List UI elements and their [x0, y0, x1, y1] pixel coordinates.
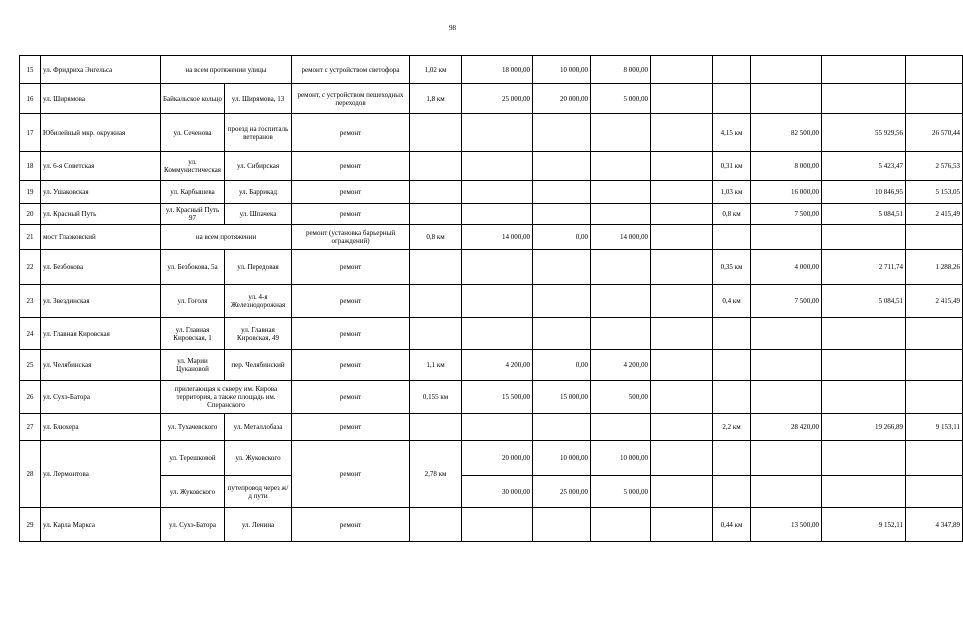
work-type: ремонт: [292, 250, 410, 285]
length-2020: [713, 84, 751, 114]
empty-cell: [651, 476, 713, 508]
row-number: 17: [20, 114, 41, 152]
empty-cell: [822, 441, 906, 476]
local-2019: 10 000,00: [591, 441, 651, 476]
table-row: [20, 381, 963, 414]
local-2019: 500,00: [591, 381, 651, 414]
regional-2020: [822, 318, 906, 350]
empty-cell: [651, 381, 713, 414]
table-row: [20, 56, 963, 84]
regional-2020: [822, 381, 906, 414]
table-row: [20, 114, 963, 152]
table-row: [20, 84, 963, 114]
empty-cell: [651, 508, 713, 542]
street-name: Юбилейный мкр. окружная: [41, 114, 161, 152]
regional-2019: [533, 414, 591, 441]
total-2020: [751, 56, 822, 84]
street-name: ул. Красный Путь: [41, 204, 161, 225]
section-to: ул. 4-я Железнодорожная: [225, 285, 292, 318]
local-2019: [591, 318, 651, 350]
total-2019: [462, 204, 533, 225]
empty-cell: [651, 350, 713, 381]
regional-2020: 5 423,47: [822, 152, 906, 181]
length-2020: [713, 56, 751, 84]
section-from: ул. Сухэ-Батора: [161, 508, 225, 542]
empty-cell: [651, 114, 713, 152]
local-2019: 5 000,00: [591, 476, 651, 508]
work-type: ремонт: [292, 114, 410, 152]
empty-cell: [651, 152, 713, 181]
local-2020: [906, 56, 963, 84]
street-name: ул. Челябинская: [41, 350, 161, 381]
empty-cell: [410, 508, 462, 542]
work-type: ремонт: [292, 318, 410, 350]
section-to: пер. Челябинский: [225, 350, 292, 381]
section-from: ул. Красный Путь 97: [161, 204, 225, 225]
regional-2019: [533, 114, 591, 152]
total-2020: 82 500,00: [751, 114, 822, 152]
work-type: ремонт: [292, 204, 410, 225]
regional-2020: 19 266,89: [822, 414, 906, 441]
table-row: [20, 441, 963, 476]
length-2020: [713, 318, 751, 350]
length-2020: 1,03 км: [713, 181, 751, 204]
total-2020: [751, 318, 822, 350]
street-name: ул. Ушаковская: [41, 181, 161, 204]
street-name: ул. Карла Маркса: [41, 508, 161, 542]
empty-cell: [651, 285, 713, 318]
page-number: 98: [449, 24, 456, 32]
length-2020: [713, 350, 751, 381]
total-2019: [462, 114, 533, 152]
length-2020: 0,35 км: [713, 250, 751, 285]
section-to: ул. Металлобаза: [225, 414, 292, 441]
table-row: [20, 350, 963, 381]
empty-cell: [533, 508, 591, 542]
street-name: ул. Сухэ-Батора: [41, 381, 161, 414]
regional-2019: 15 000,00: [533, 381, 591, 414]
table-row: [20, 414, 963, 441]
empty-cell: [751, 476, 822, 508]
section-to: ул. Жуковского: [225, 441, 292, 476]
section-to: ул. Передовая: [225, 250, 292, 285]
street-name: ул. Фридриха Энгельса: [41, 56, 161, 84]
length-2019: [410, 114, 462, 152]
length-2019: [410, 250, 462, 285]
row-number: 15: [20, 56, 41, 84]
regional-2019: [533, 152, 591, 181]
local-2019: 8 000,00: [591, 56, 651, 84]
section-from: ул. Марии Цукановой: [161, 350, 225, 381]
total-2020: [751, 350, 822, 381]
local-2019: [591, 250, 651, 285]
local-2020: 2 415,49: [906, 285, 963, 318]
regional-2019: [533, 181, 591, 204]
regional-2020: 2 711,74: [822, 250, 906, 285]
length-2019: 1,8 км: [410, 84, 462, 114]
local-2019: [591, 181, 651, 204]
row-number: 24: [20, 318, 41, 350]
empty-cell: [651, 225, 713, 250]
section-from: ул. Жуковского: [161, 476, 225, 508]
total-2019: [462, 414, 533, 441]
regional-2020: [822, 350, 906, 381]
street-name: мост Глазковский: [41, 225, 161, 250]
section-from: ул. Карбышева: [161, 181, 225, 204]
local-2020: 2 576,53: [906, 152, 963, 181]
section-to: путепровод через ж/д пути: [225, 476, 292, 508]
section-to: ул. Баррикад: [225, 181, 292, 204]
work-type: ремонт: [292, 381, 410, 414]
row-number: 22: [20, 250, 41, 285]
empty-cell: [713, 441, 751, 476]
total-2019: 4 200,00: [462, 350, 533, 381]
work-type: ремонт: [292, 350, 410, 381]
regional-2020: 5 084,51: [822, 204, 906, 225]
length-2019: [410, 318, 462, 350]
total-2020: 13 500,00: [751, 508, 822, 542]
total-2019: [462, 181, 533, 204]
length-2020: 2,2 км: [713, 414, 751, 441]
row-number: 18: [20, 152, 41, 181]
empty-cell: [591, 508, 651, 542]
total-2020: [751, 381, 822, 414]
total-2019: 25 000,00: [462, 84, 533, 114]
local-2020: [906, 225, 963, 250]
road-repair-table: [19, 55, 963, 542]
length-2019: 2,78 км: [410, 441, 462, 508]
section-to: ул. Сибирская: [225, 152, 292, 181]
local-2019: 5 000,00: [591, 84, 651, 114]
empty-cell: [462, 508, 533, 542]
row-number: 21: [20, 225, 41, 250]
total-2019: 20 000,00: [462, 441, 533, 476]
total-2020: 28 420,00: [751, 414, 822, 441]
empty-cell: [651, 318, 713, 350]
section-extent: на всем протяжении: [161, 225, 292, 250]
local-2019: [591, 114, 651, 152]
work-type: ремонт: [292, 285, 410, 318]
regional-2019: [533, 250, 591, 285]
regional-2019: [533, 318, 591, 350]
length-2019: 1,1 км: [410, 350, 462, 381]
total-2019: 14 000,00: [462, 225, 533, 250]
total-2019: 18 000,00: [462, 56, 533, 84]
regional-2019: 25 000,00: [533, 476, 591, 508]
table-row: [20, 152, 963, 181]
empty-cell: [906, 441, 963, 476]
work-type: ремонт, с устройством пешеходных переходов: [292, 84, 410, 114]
row-number: 25: [20, 350, 41, 381]
section-to: ул. Шпачека: [225, 204, 292, 225]
length-2020: 0,8 км: [713, 204, 751, 225]
table-row: [20, 318, 963, 350]
length-2019: [410, 285, 462, 318]
empty-cell: [713, 476, 751, 508]
row-number: 27: [20, 414, 41, 441]
section-from: ул. Тухачевского: [161, 414, 225, 441]
total-2020: 7 500,00: [751, 285, 822, 318]
table-row: [20, 476, 963, 508]
section-from: ул. Главная Кировская, 1: [161, 318, 225, 350]
empty-cell: [651, 414, 713, 441]
street-name: ул. Безбокова: [41, 250, 161, 285]
local-2019: [591, 285, 651, 318]
regional-2019: 20 000,00: [533, 84, 591, 114]
row-number: 28: [20, 441, 41, 508]
work-type: ремонт (установка барьерный ограждений): [292, 225, 410, 250]
total-2020: [751, 84, 822, 114]
total-2020: 4 000,00: [751, 250, 822, 285]
empty-cell: [822, 476, 906, 508]
length-2019: [410, 181, 462, 204]
regional-2020: [822, 225, 906, 250]
local-2019: [591, 204, 651, 225]
section-from: ул. Терешковой: [161, 441, 225, 476]
row-number: 19: [20, 181, 41, 204]
total-2020: [751, 225, 822, 250]
length-2020: 0,31 км: [713, 152, 751, 181]
regional-2020: [822, 84, 906, 114]
regional-2020: 9 152,11: [822, 508, 906, 542]
length-2019: [410, 204, 462, 225]
length-2019: 1,02 км: [410, 56, 462, 84]
length-2020: [713, 225, 751, 250]
local-2020: 1 288,26: [906, 250, 963, 285]
table-row: [20, 250, 963, 285]
length-2019: 0,155 км: [410, 381, 462, 414]
empty-cell: [651, 250, 713, 285]
length-2019: 0,8 км: [410, 225, 462, 250]
row-number: 26: [20, 381, 41, 414]
local-2020: [906, 84, 963, 114]
work-type: ремонт: [292, 441, 410, 508]
street-name: ул. Ширямова: [41, 84, 161, 114]
total-2019: 15 500,00: [462, 381, 533, 414]
local-2020: 5 153,05: [906, 181, 963, 204]
work-type: ремонт: [292, 414, 410, 441]
section-from: ул. Гоголя: [161, 285, 225, 318]
regional-2020: 10 846,95: [822, 181, 906, 204]
table-row: [20, 508, 963, 542]
table-row: [20, 225, 963, 250]
total-2019: [462, 285, 533, 318]
empty-cell: [651, 441, 713, 476]
section-from: ул. Безбокова, 5а: [161, 250, 225, 285]
local-2020: 26 570,44: [906, 114, 963, 152]
empty-cell: [651, 181, 713, 204]
length-2020: 0,4 км: [713, 285, 751, 318]
regional-2020: [822, 56, 906, 84]
empty-cell: [651, 84, 713, 114]
length-2019: [410, 152, 462, 181]
table-row: [20, 181, 963, 204]
local-2020: 9 153,11: [906, 414, 963, 441]
row-number: 16: [20, 84, 41, 114]
local-2019: 14 000,00: [591, 225, 651, 250]
table-row: [20, 204, 963, 225]
total-2019: 30 000,00: [462, 476, 533, 508]
street-name: ул. Главная Кировская: [41, 318, 161, 350]
section-to: ул. Главная Кировская, 49: [225, 318, 292, 350]
local-2019: [591, 414, 651, 441]
length-2020: 0,44 км: [713, 508, 751, 542]
length-2020: [713, 381, 751, 414]
local-2019: [591, 152, 651, 181]
empty-cell: [651, 56, 713, 84]
section-from: Байкальское кольцо: [161, 84, 225, 114]
section-to: ул. Ширямова, 13: [225, 84, 292, 114]
local-2020: [906, 318, 963, 350]
local-2020: 2 415,49: [906, 204, 963, 225]
street-name: ул. Блюхера: [41, 414, 161, 441]
length-2020: 4,15 км: [713, 114, 751, 152]
local-2020: [906, 381, 963, 414]
regional-2019: 10 000,00: [533, 441, 591, 476]
section-from: ул. Коммунистическая: [161, 152, 225, 181]
regional-2019: 0,00: [533, 350, 591, 381]
total-2019: [462, 250, 533, 285]
street-name: ул. Звездинская: [41, 285, 161, 318]
section-extent: прилегающая к скверу им. Кирова территория, а также площадь им. Сперанского: [161, 381, 292, 414]
section-to: проезд на госпиталь ветеранов: [225, 114, 292, 152]
local-2019: 4 200,00: [591, 350, 651, 381]
work-type: ремонт: [292, 508, 410, 542]
street-name: ул. Лермонтова: [41, 441, 161, 508]
length-2019: [410, 414, 462, 441]
empty-cell: [906, 476, 963, 508]
work-type: ремонт с устройством светофора: [292, 56, 410, 84]
regional-2020: 55 929,56: [822, 114, 906, 152]
regional-2019: [533, 204, 591, 225]
section-from: ул. Сеченова: [161, 114, 225, 152]
total-2020: 16 000,00: [751, 181, 822, 204]
total-2019: [462, 318, 533, 350]
regional-2019: 0,00: [533, 225, 591, 250]
local-2020: [906, 350, 963, 381]
row-number: 23: [20, 285, 41, 318]
section-extent: на всем протяжении улицы: [161, 56, 292, 84]
local-2020: 4 347,89: [906, 508, 963, 542]
regional-2019: 10 000,00: [533, 56, 591, 84]
work-type: ремонт: [292, 152, 410, 181]
total-2020: 7 500,00: [751, 204, 822, 225]
total-2019: [462, 152, 533, 181]
street-name: ул. 6-я Советская: [41, 152, 161, 181]
section-to: ул. Ленина: [225, 508, 292, 542]
regional-2019: [533, 285, 591, 318]
table-row: [20, 285, 963, 318]
total-2020: 8 000,00: [751, 152, 822, 181]
empty-cell: [651, 204, 713, 225]
empty-cell: [751, 441, 822, 476]
row-number: 20: [20, 204, 41, 225]
regional-2020: 5 084,51: [822, 285, 906, 318]
row-number: 29: [20, 508, 41, 542]
work-type: ремонт: [292, 181, 410, 204]
